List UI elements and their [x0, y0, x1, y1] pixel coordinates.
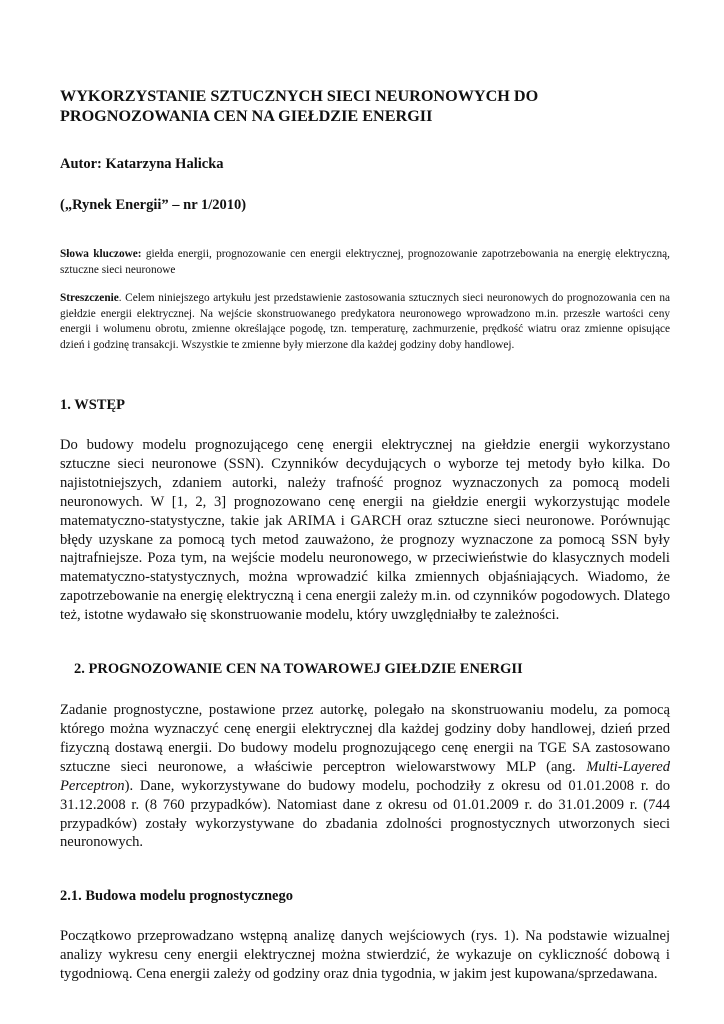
section-2-paragraph [60, 701, 670, 852]
abstract-text: . Celem niniejszego artykułu jest przedstawienie zastosowania sztucznych sieci neuronowych do prognozowania cen na giełdzie energii elektrycznej. Na wejście skonstruowanego predykatora neuronowego wprowadzono m.in. przeszłe wartości ceny energii i wolumenu obrotu, zmienne określające pogodę, tzn. temperaturę, zachmurzenie, prędkość wiatru oraz zmienne opisujące dzień i godzinę transakcji. Wszystkie te zmienne były mierzone dla każdej godziny doby handlowej. [60, 292, 670, 351]
title-line-2: PROGNOZOWANIA CEN NA GIEŁDZIE ENERGII [60, 107, 433, 125]
section-2-1-heading: 2.1. Budowa modelu prognostycznego [60, 888, 293, 905]
abstract-label: Streszczenie [60, 292, 119, 304]
journal-reference: („Rynek Energii” – nr 1/2010) [60, 197, 247, 213]
section-2-heading: 2. PROGNOZOWANIE CEN NA TOWAROWEJ GIEŁDZIE ENERGII [74, 661, 523, 678]
keywords-label: Słowa kluczowe: [60, 248, 142, 260]
keywords-paragraph [60, 247, 670, 278]
section-2-text-a: Zadanie prognostyczne, postawione przez autorkę, polegało na skonstruowaniu modelu, za pomocą którego można wyznaczyć cenę energii elektrycznej dla każdej godziny doby handlowej, dzień przed fizyczną dostawą energii. Do budowy modelu prognozującego cenę energii na TGE SA zastosowano sztuczne sieci neuronowe, a właściwie perceptron wielowarstwowy MLP (ang. [60, 702, 670, 775]
article-title [60, 86, 670, 126]
section-1-heading: 1. WSTĘP [60, 397, 126, 413]
section-2-text-b: ). Dane, wykorzystywane do budowy modelu, pochodziły z okresu od 01.01.2008 r. do 31.12.2008 r. (8 760 przypadków). Natomiast dane z okresu od 01.01.2009 r. do 31.01.2009 r. (744 przypadków) zostały wykorzystywane do zbadania zdolności prognostycznych utworzonych sieci neuronowych. [60, 777, 670, 851]
section-1-paragraph: Do budowy modelu prognozującego cenę energii elektrycznej na giełdzie energii wykorzystano sztuczne sieci neuronowe (SSN). Czynników decydujących o wyborze tej metody było kilka. Do najistotniejszych, zdaniem autorki, należy trafność prognoz wyznaczonych za pomocą modeli neuronowych. W [1, 2, 3] prognozowano cenę energii na giełdzie energii wykorzystując modele matematyczno-statystyczne, takie jak ARIMA i GARCH oraz sztuczne sieci neuronowe. Porównując błędy uzyskane za pomocą tych metod zauważono, że prognozy wyznaczone za pomocą SSN były najtrafniejsze. Poza tym, na wejście modelu neuronowego, w przeciwieństwie do klasycznych modeli matematyczno-statystycznych, można wprowadzić kilka zmiennych objaśniających. Wiadomo, że zapotrzebowanie na energię elektryczną i cena energii zależy m.in. od czynników pogodowych. Dlatego też, istotne wydawało się skonstruowanie modelu, który uwzględniałby te zależności. [60, 437, 670, 624]
section-2-italic-term: Multi-Layered Perceptron [60, 758, 670, 794]
keywords-text: giełda energii, prognozowanie cen energii elektrycznej, prognozowanie zapotrzebowania na energię elektryczną, sztuczne sieci neuronowe [60, 248, 670, 276]
title-line-1: WYKORZYSTANIE SZTUCZNYCH SIECI NEURONOWYCH DO [60, 87, 539, 105]
author-line: Autor: Katarzyna Halicka [60, 156, 224, 172]
section-2-1-paragraph: Początkowo przeprowadzano wstępną analizę danych wejściowych (rys. 1). Na podstawie wizualnej analizy wykresu ceny energii elektrycznej można stwierdzić, że wykazuje on cykliczność dobową i tygodniową. Cena energii zależy od godziny oraz dnia tygodnia, w jakim jest kupowana/sprzedawana. [60, 928, 670, 983]
abstract-paragraph [60, 291, 670, 353]
